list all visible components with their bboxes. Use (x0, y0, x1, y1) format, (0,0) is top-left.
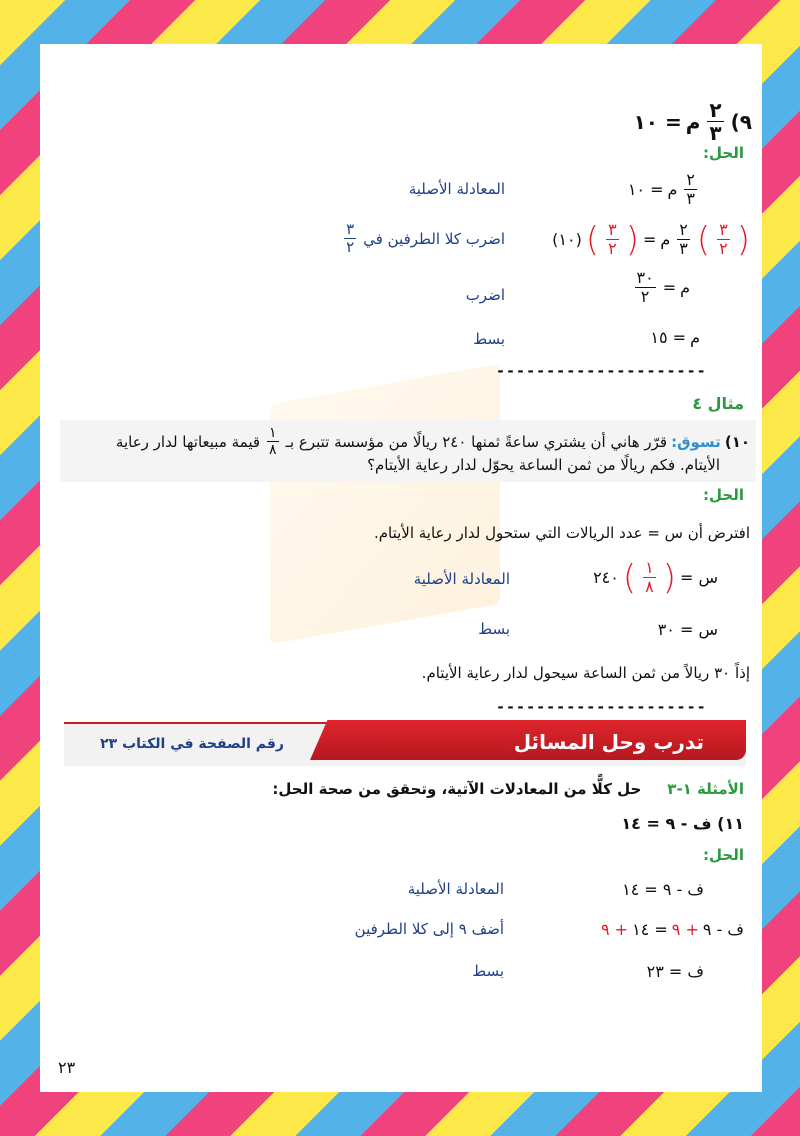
ex4-step2-equation: س = ٣٠ (657, 620, 718, 639)
fraction (707, 100, 723, 143)
numerator: ٣ (719, 220, 728, 239)
example-4-title: مثال ٤ (692, 394, 744, 413)
rhs: ٢٤٠ (593, 568, 619, 587)
q11-step2-equation (601, 920, 744, 939)
fraction (643, 560, 656, 595)
fraction (267, 426, 279, 457)
numerator: ١ (645, 558, 654, 577)
instruction-text: حل كلًّا من المعادلات الآتية، وتحقق من صحة الحل: (272, 780, 642, 798)
denominator: ٣ (686, 189, 695, 208)
fraction (677, 222, 690, 257)
problem-line-1 (116, 426, 750, 457)
numerator: ٢ (709, 98, 722, 122)
question-equation: ف - ٩ = ١٤ (621, 814, 712, 833)
paren-close: ) (622, 557, 637, 598)
numerator: ١ (269, 425, 277, 441)
question-number: ١١) (717, 814, 744, 833)
ex4-step1-equation (593, 557, 718, 598)
ex9-step2-equation (552, 219, 750, 260)
paren-close: ) (696, 219, 711, 260)
denominator: ٣ (679, 239, 688, 258)
question-11 (621, 814, 744, 833)
page-sheet (40, 44, 762, 1092)
fraction (606, 222, 619, 257)
denominator: ٨ (269, 442, 277, 458)
problem-line-2: الأيتام. فكم ريالًا من ثمن الساعة يحوّل لدار رعاية الأيتام؟ (367, 456, 720, 474)
book-page-reference: رقم الصفحة في الكتاب ٢٣ (100, 736, 284, 752)
conclusion-text: إذاً ٣٠ ريالاً من ثمن الساعة سيحول لدار رعاية الأيتام. (421, 664, 750, 682)
added-term: + ٩ (601, 920, 629, 939)
ex9-step4-equation (650, 328, 700, 347)
page-number: ٢٣ (58, 1058, 76, 1077)
problem-text: قيمة مبيعاتها لدار رعاية (115, 432, 261, 451)
numerator: ٣٠ (636, 268, 654, 287)
equals: = (642, 230, 657, 249)
rhs: = ١٠ (627, 180, 664, 199)
paren-close: ) (585, 219, 600, 260)
ex9-step3-description: اضرب (465, 286, 505, 304)
rhs: (١٠) (552, 230, 582, 249)
paren-open: ( (662, 557, 676, 598)
q11-step3-equation: ف = ٢٣ (646, 962, 704, 981)
lhs: س = (679, 568, 718, 587)
description-text: اضرب كلا الطرفين في (363, 229, 505, 248)
problem-number: ١٠) (724, 432, 750, 451)
numerator: ٢ (686, 170, 695, 189)
ex4-step1-description: المعادلة الأصلية (413, 570, 510, 588)
q11-step3-description: بسط (472, 962, 504, 980)
variable: م (667, 180, 678, 199)
ex9-step3-equation (632, 270, 691, 305)
numerator: ٢ (679, 220, 688, 239)
ex9-step2-description (341, 222, 505, 255)
ex4-step2-description: بسط (478, 620, 510, 638)
variable: م (685, 109, 701, 134)
solution-label: الحل: (703, 846, 744, 864)
numerator: ٣ (608, 220, 617, 239)
fraction (717, 222, 730, 257)
solution-label: الحل: (703, 486, 744, 504)
divider: --------------------- (496, 698, 707, 716)
ex9-step1-description: المعادلة الأصلية (408, 180, 505, 198)
denominator: ٢ (608, 239, 617, 258)
ex9-step1-equation (628, 172, 700, 207)
denominator: ٢ (346, 238, 355, 256)
problem-tag: تسوق: (671, 432, 721, 451)
paren-open: ( (625, 219, 639, 260)
denominator: ٨ (645, 577, 654, 596)
ex9-step4-description: بسط (473, 330, 505, 348)
added-term: + ٩ (671, 920, 699, 939)
q11-step2-description: أضف ٩ إلى كلا الطرفين (354, 920, 504, 938)
solution-label: الحل: (703, 144, 744, 162)
equals: = (662, 278, 677, 297)
fraction (344, 222, 356, 255)
watermark-logo (270, 364, 500, 645)
fraction (684, 172, 697, 207)
examples-label: الأمثلة ١-٣ (667, 780, 744, 798)
practice-instruction-line (272, 780, 744, 798)
problem-text: قرّر هاني أن يشتري ساعةً ثمنها ٢٤٠ ريالًا من مؤسسة تتبرع بـ (285, 432, 668, 451)
practice-banner-title: تدرب وحل المسائل (513, 730, 704, 754)
variable: م (690, 328, 700, 347)
q11-step1-equation: ف - ٩ = ١٤ (622, 880, 704, 899)
rhs: = ١٥ (650, 328, 687, 347)
denominator: ٣ (709, 121, 722, 145)
variable: م (660, 230, 671, 249)
divider: --------------------- (496, 362, 707, 380)
fraction (635, 270, 656, 305)
numerator: ٣ (346, 220, 355, 238)
lhs: ف - ٩ (702, 920, 744, 939)
q11-step1-description: المعادلة الأصلية (407, 880, 504, 898)
denominator: ٢ (719, 239, 728, 258)
assumption-text: افترض أن س = عدد الريالات التي ستحول لدار رعاية الأيتام. (373, 524, 750, 542)
paren-open: ( (736, 219, 750, 260)
rhs: = ١٠ (633, 109, 682, 134)
variable: م (680, 278, 690, 297)
exercise-number: ٩) (730, 109, 752, 134)
rhs: = ١٤ (632, 920, 668, 939)
denominator: ٢ (640, 287, 650, 306)
exercise-9-heading (634, 100, 752, 143)
